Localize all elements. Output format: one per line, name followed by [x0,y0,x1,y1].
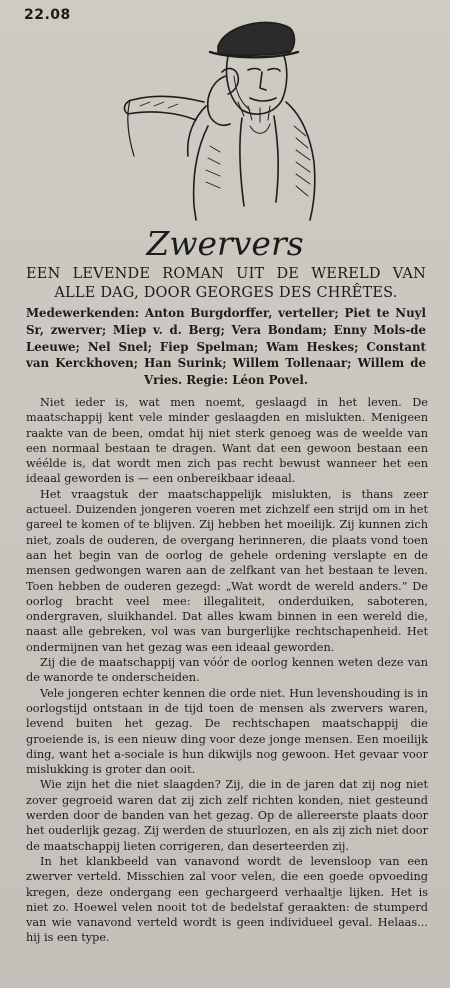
paragraph: Zij die de maatschappij van vóór de oorlog kennen weten deze van de wanorde te onderscheiden. [26,656,428,685]
cast-credits: Medewerkenden: Anton Burgdorffer, verteller; Piet te Nuyl Sr, zwerver; Miep v. d. Berg; Vera Bondam; Enny Mols-de Leeuwe; Nel Snel; Fiep Spelman; Wam Heskes; Constant van Kerckhoven; Han Surink; Willem Tollenaar; Willem de Vries. Regie: Léon Povel. [26,306,426,388]
paragraph: Niet ieder is, wat men noemt, geslaagd in het leven. De maatschappij kent vele minder geslaagden en mislukten. Menigeen raakte van de been, omdat hij niet sterk genoeg was de weelde van een normaal bestaan te dragen. Want dat een gewoon bestaan een wéélde is, dat wordt men zich pas recht bewust wanneer het een ideaal geworden is — een onbereikbaar ideaal. [26,396,428,486]
paragraph: Het vraagstuk der maatschappelijk mislukten, is thans zeer actueel. Duizenden jongeren voeren met zichzelf een strijd om in het gareel te komen of te blijven. Zij hebben het moeilijk. Zij kunnen zich niet, zoals de ouderen, de overgang herinneren, die plaats vond toen aan het begin van de oorlog de gehele ordening verslapte en de mensen gedwongen waren aan de zelfkant van het bestaan te leven. Toen hebben de ouderen gezegd: „Wat wordt de wereld anders.” De oorlog bracht veel mee: illegaliteit, onderduiken, saboteren, ondergraven, sluikhandel. Dat alles kwam binnen in een wereld die, naast alle gebreken, vol was van burgerlijke rechtschapenheid. Het ondermijnen van het gezag was een ideaal geworden. [26,487,428,654]
article-subtitle: EEN LEVENDE ROMAN UIT DE WERELD VAN ALLE DAG, DOOR GEORGES DES CHRÊTES. [26,266,426,301]
paragraph: In het klankbeeld van vanavond wordt de levensloop van een zwerver verteld. Misschien zal voor velen, die een goede opvoeding kregen, deze ondergang een gechargeerd verhaaltje lijken. Het is niet zo. Hoewel velen nooit tot de bedelstaf geraakten: de stumperd van wie vanavond verteld wordt is geen individueel geval. Helaas... hij is een type. [26,854,428,945]
article-title: Zwervers [146,224,304,263]
paragraph: Wie zijn het die niet slaagden? Zij, die in de jaren dat zij nog niet zover gegroeid waren dat zij zich zelf richten konden, niet gesteund werden door de banden van het gezag. Op de allereerste plaats door het ouderlijk gezag. Zij werden de stuurlozen, en als zij zich niet door de maatschappij lieten corrigeren, dan deserteerden zij. [26,778,428,853]
article-body [26,395,428,946]
broadcast-time: 22.08 [24,7,71,23]
paragraph: Vele jongeren echter kennen die orde niet. Hun levenshouding is in oorlogstijd ontstaan in de tijd toen de mensen als zwervers waren, levend buiten het gezag. De rechtschapen maatschappij die groeiende is, is een nieuw ding voor deze jonge mensen. Een moeilijk ding, want het a-sociale is hun dikwijls nog gewoon. Het gevaar voor mislukking is groter dan ooit. [26,686,428,777]
vagrant-illustration [110,6,330,224]
